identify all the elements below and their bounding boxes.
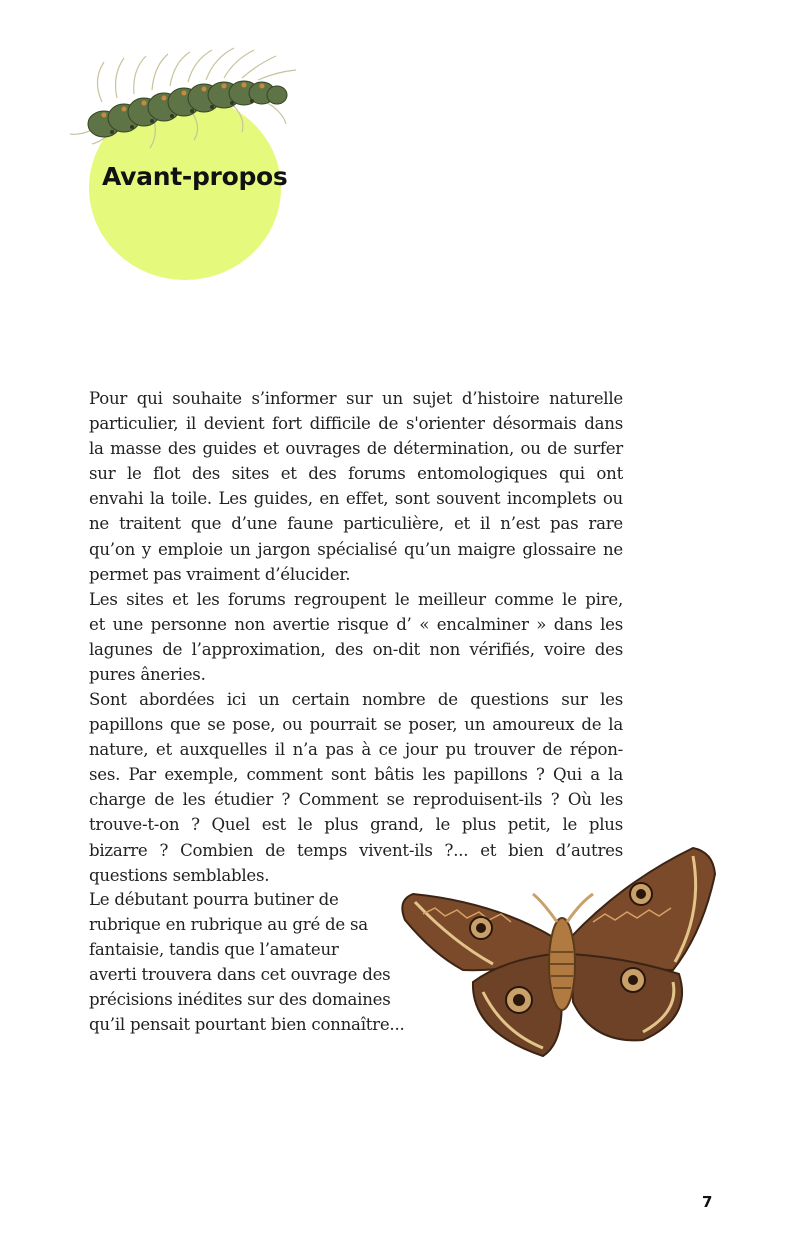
paragraph-reader <box>89 887 405 1038</box>
text-line: Les sites et les forums regroupent le meilleur comme le pire, <box>89 590 623 609</box>
text-line: rubrique en rubrique au gré de sa <box>89 915 368 935</box>
text-line: permet pas vraiment d’élucider. <box>89 564 351 584</box>
text-line: Sont abordées ici un certain nombre de questions sur les <box>89 690 623 709</box>
paragraph-sites <box>89 587 623 687</box>
text-line: et une personne non avertie risque d’ « encalminer » dans les <box>89 615 623 635</box>
text-line: pures âneries. <box>89 665 206 685</box>
text-line: précisions inédites sur des domaines <box>89 990 391 1010</box>
text-line: ne traitent que d’une faune particulière, et il n’est pas rare <box>89 514 623 534</box>
text-line: qu’il pensait pourtant bien connaître... <box>89 1015 405 1035</box>
text-line: Le débutant pourra butiner de <box>89 890 339 909</box>
text-line: la masse des guides et ouvrages de détermination, ou de surfer <box>89 439 623 459</box>
text-line: qu’on y emploie un jargon spécialisé qu’un maigre glossaire ne <box>89 539 623 559</box>
page-number: 7 <box>702 1193 713 1211</box>
text-line: envahi la toile. Les guides, en effet, sont souvent incomplets ou <box>89 489 623 509</box>
text-line: lagunes de l’approximation, des on-dit non vérifiés, voire des <box>89 640 623 660</box>
text-line: ses. Par exemple, comment sont bâtis les papillons ? Qui a la <box>89 765 623 785</box>
text-line: fantaisie, tandis que l’amateur <box>89 940 339 960</box>
text-line: averti trouvera dans cet ouvrage des <box>89 965 391 985</box>
text-line: trouve-t-on ? Quel est le plus grand, le plus petit, le plus <box>89 815 623 835</box>
moth-illustration <box>393 842 728 1067</box>
text-line: questions semblables. <box>89 865 270 885</box>
text-line: Pour qui souhaite s’informer sur un sujet d’histoire naturelle <box>89 389 623 408</box>
text-line: papillons que se pose, ou pourrait se poser, un amoureux de la <box>89 715 623 735</box>
paragraph-intro <box>89 386 623 587</box>
text-line: nature, et auxquelles il n’a pas à ce jour pu trouver de répon- <box>89 740 623 760</box>
text-line: sur le flot des sites et des forums entomologiques qui ont <box>89 464 623 484</box>
caterpillar-illustration <box>62 40 312 150</box>
text-line: particulier, il devient fort difficile de s'orienter désormais dans <box>89 414 623 434</box>
page-title: Avant-propos <box>102 162 288 191</box>
text-line: charge de les étudier ? Comment se reproduisent-ils ? Où les <box>89 790 623 810</box>
text-line: bizarre ? Combien de temps vivent-ils ?... et bien d’autres <box>89 840 623 860</box>
